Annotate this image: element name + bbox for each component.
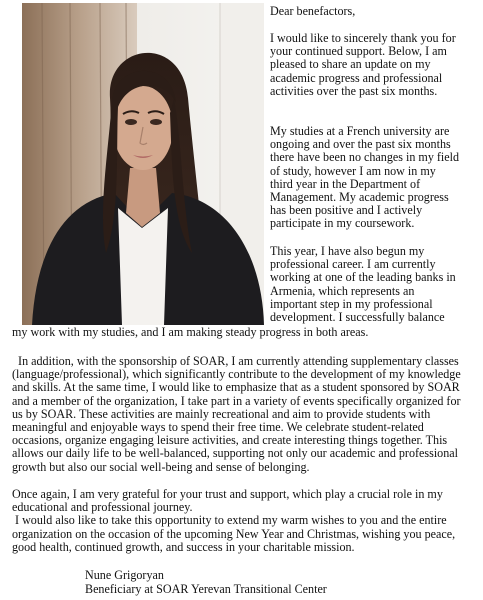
letter-paragraph-career: This year, I have also begun my professional career. I am currently working at one of the leading banks in Armenia, which represents an important step in my professional development. I successfully balance — [270, 244, 456, 325]
student-photo — [22, 3, 264, 325]
letter-greeting: Dear benefactors, — [270, 4, 356, 18]
portrait-illustration — [22, 3, 264, 325]
letter-paragraph-thanks: I would like to sincerely thank you for your continued support. Below, I am pleased to share an update on my academic progress and professional activities over the past six months. — [270, 31, 456, 98]
signature-title: Beneficiary at SOAR Yerevan Transitional Center — [85, 582, 327, 596]
letter-paragraph-career-continued: my work with my studies, and I am making steady progress in both areas. — [12, 325, 369, 339]
letter-paragraph-studies: My studies at a French university are ongoing and over the past six months there have been no changes in my field of study, however I am now in my third year in the Department of Management. My academic progress has been positive and I actively participate in my coursework. — [270, 124, 460, 231]
letter-paragraph-closing: Once again, I am very grateful for your trust and support, which play a crucial role in my educational and professional journey. I would also like to take this opportunity to extend my warm wishes to you and the entire organization on the occasion of the upcoming New Year and Christmas, wishing you peace, good health, continued growth, and success in your charitable mission. — [12, 487, 456, 554]
letter-paragraph-soar-activities: In addition, with the sponsorship of SOAR, I am currently attending supplementary classes (language/professional), which significantly contribute to the development of my knowledge and skills. At the same time, I would like to emphasize that as a student sponsored by SOAR and a member of the organization, I take part in a variety of events specifically organized for us by SOAR. These activities are mainly recreational and aim to provide students with meaningful and enjoyable ways to spend their free time. We celebrate student-related occasions, organize engaging leisure activities, and create interesting things together. This allows our daily life to be well-balanced, supporting not only our academic and professional growth but also our social well-being and sense of belonging. — [12, 354, 461, 474]
signature-name: Nune Grigoryan — [85, 568, 164, 582]
